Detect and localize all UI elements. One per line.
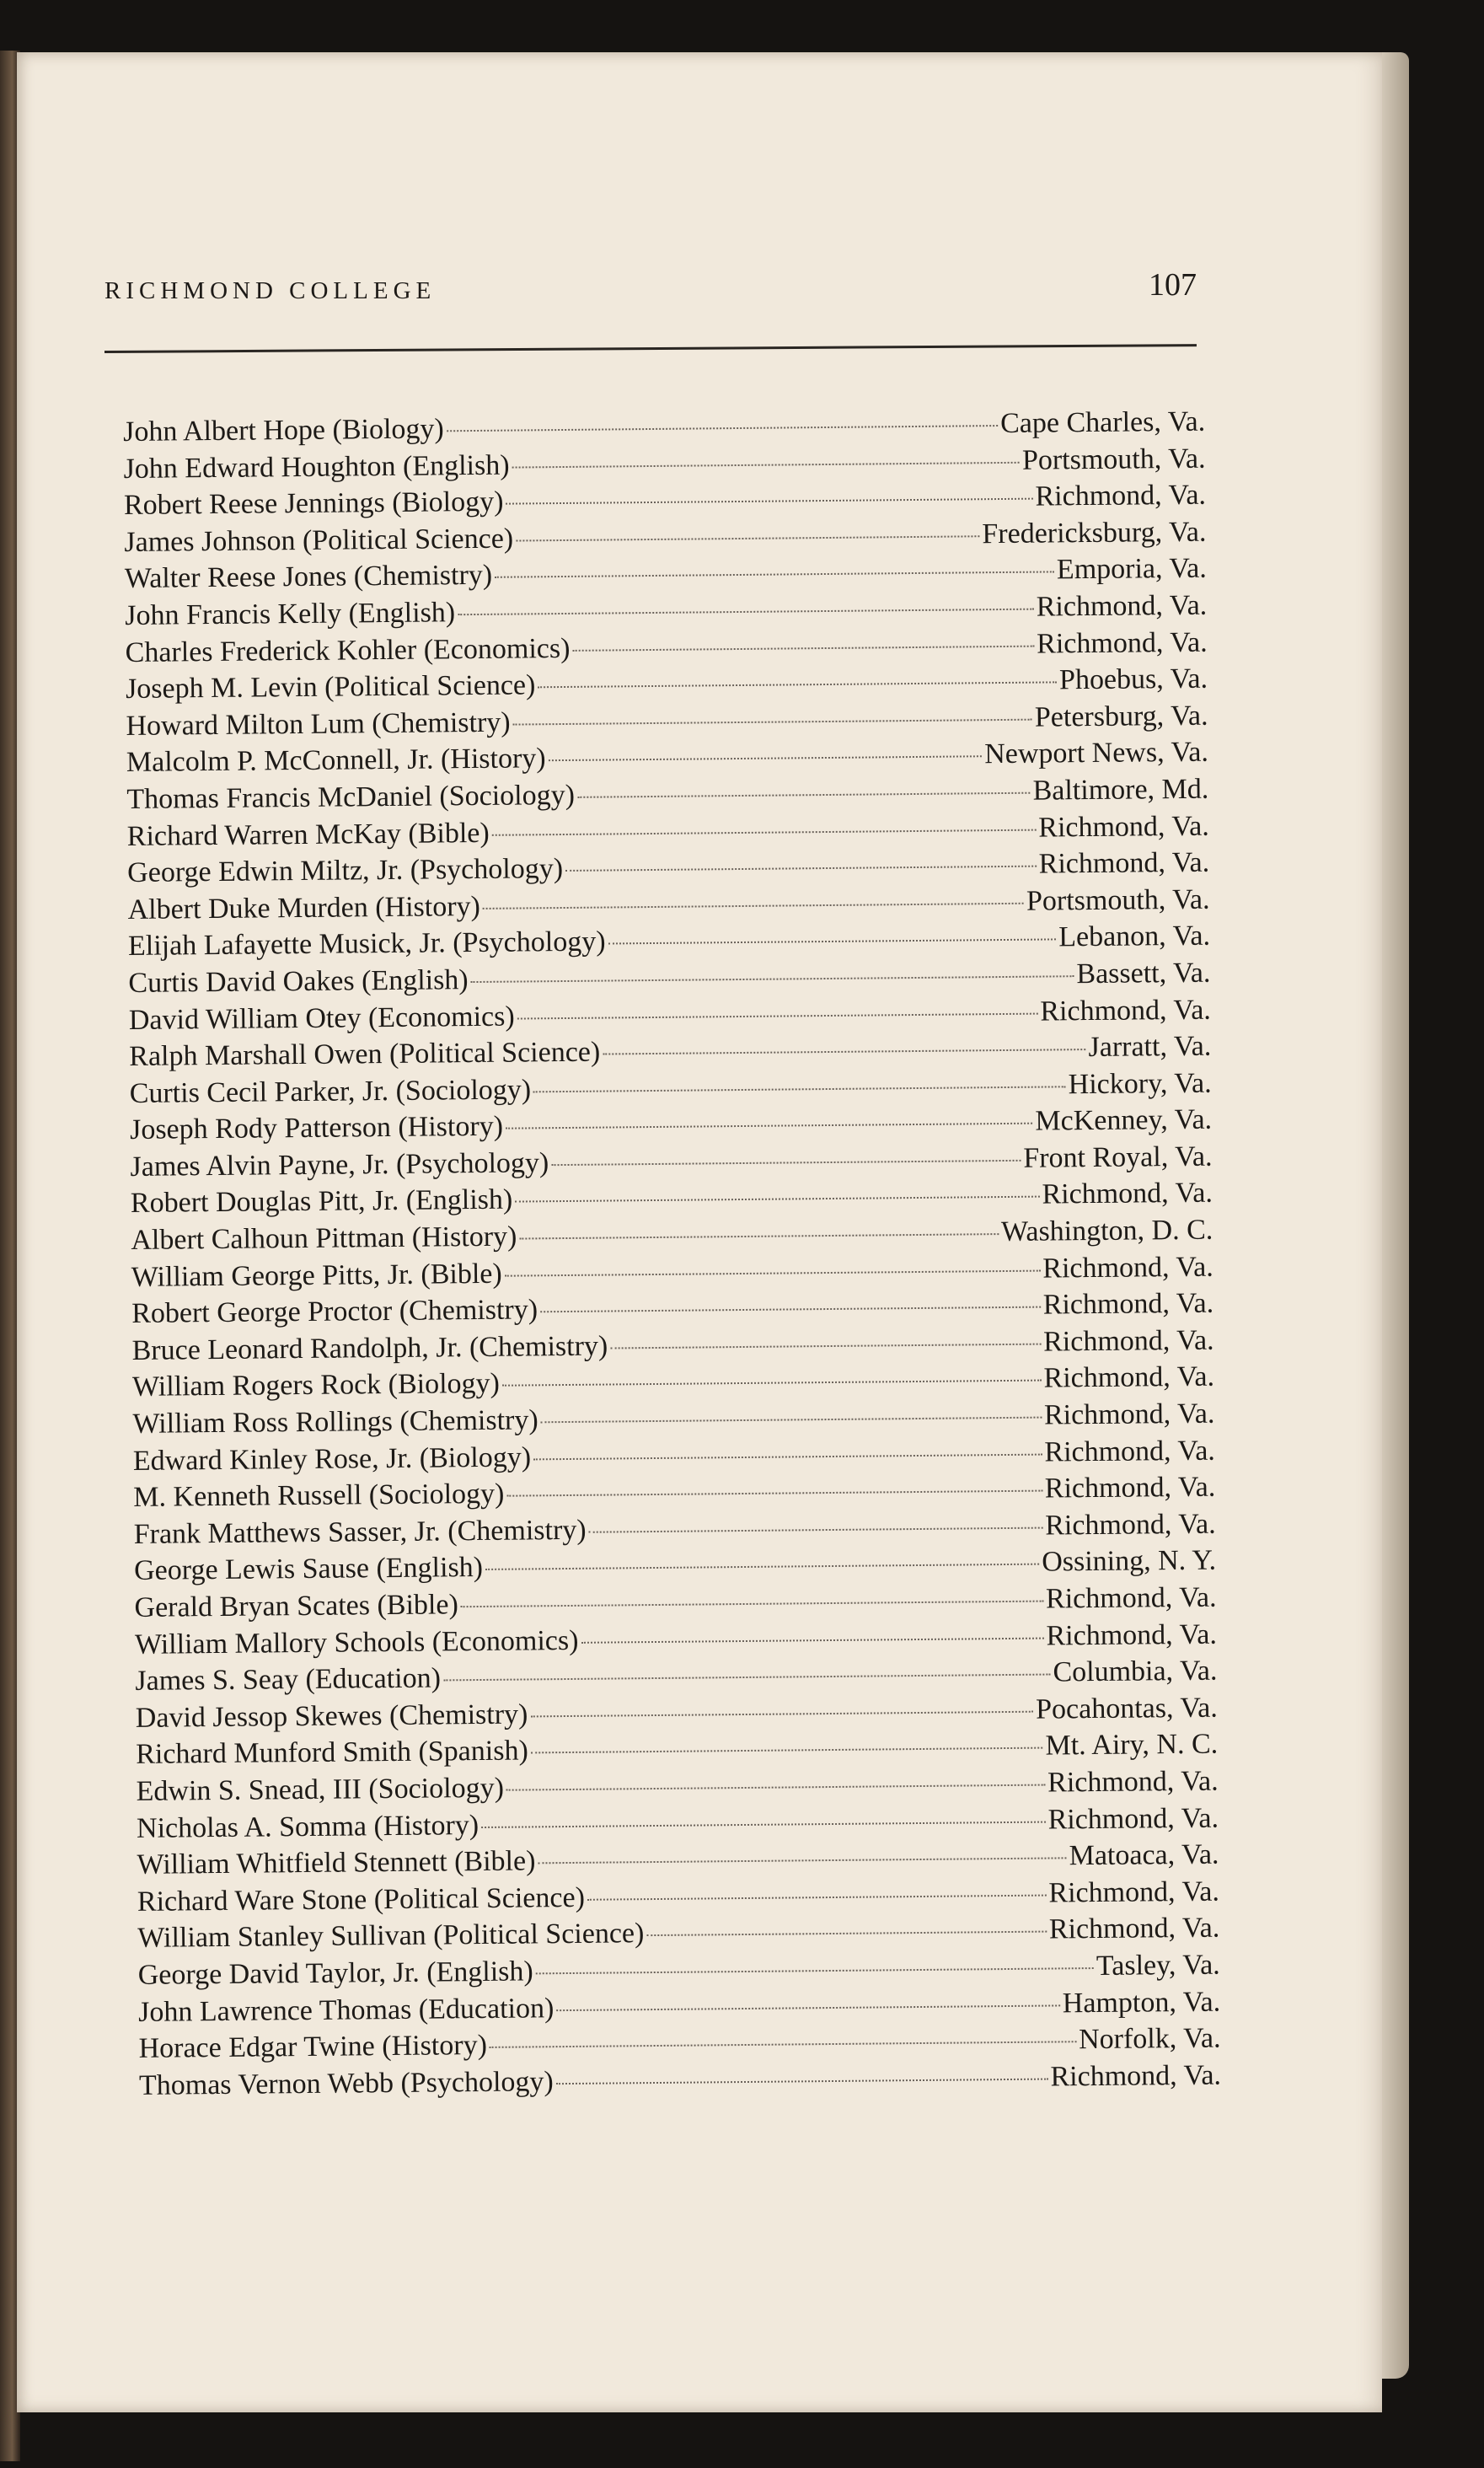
student-name: Edwin S. Snead, III (Sociology): [136, 1772, 505, 1807]
hometown: McKenney, Va.: [1035, 1103, 1213, 1137]
hometown: Phoebus, Va.: [1058, 663, 1208, 696]
student-name: William Whitfield Stennett (Bible): [137, 1845, 536, 1881]
student-name: William Ross Rollings (Chemistry): [132, 1404, 538, 1440]
dot-leader: [512, 461, 1020, 468]
dot-leader: [538, 1857, 1066, 1864]
dot-leader: [581, 1637, 1043, 1643]
student-name: Frank Matthews Sasser, Jr. (Chemistry): [133, 1514, 587, 1550]
dot-leader: [516, 535, 979, 541]
student-name: William Rogers Rock (Biology): [131, 1368, 501, 1403]
dot-leader: [536, 1967, 1094, 1974]
student-name: David William Otey (Economics): [128, 1001, 515, 1036]
hometown: Richmond, Va.: [1045, 1581, 1217, 1615]
dot-leader: [531, 1747, 1043, 1754]
student-name: M. Kenneth Russell (Sociology): [133, 1478, 505, 1514]
dot-leader: [533, 1086, 1066, 1092]
hometown: Richmond, Va.: [1038, 846, 1210, 880]
dot-leader: [556, 2078, 1048, 2084]
student-name: James Johnson (Political Science): [124, 523, 514, 558]
hometown: Richmond, Va.: [1042, 1178, 1213, 1211]
hometown: Richmond, Va.: [1044, 1471, 1216, 1505]
hometown: Petersburg, Va.: [1034, 700, 1208, 733]
hometown: Richmond, Va.: [1044, 1435, 1216, 1468]
hometown: Richmond, Va.: [1040, 994, 1211, 1027]
dot-leader: [572, 645, 1034, 651]
hometown: Jarratt, Va.: [1088, 1030, 1212, 1064]
hometown: Richmond, Va.: [1045, 1508, 1216, 1542]
hometown: Bassett, Va.: [1076, 957, 1211, 990]
student-name: Thomas Vernon Webb (Psychology): [138, 2065, 554, 2101]
page-number: 107: [1149, 267, 1197, 303]
dot-leader: [517, 1012, 1038, 1019]
hometown: Richmond, Va.: [1042, 1287, 1214, 1321]
student-name: Nicholas A. Somma (History): [136, 1809, 479, 1844]
student-name: Bruce Leonard Randolph, Jr. (Chemistry): [131, 1330, 608, 1366]
dot-leader: [551, 1160, 1021, 1166]
hometown: Front Royal, Va.: [1023, 1140, 1213, 1174]
dot-leader: [447, 425, 998, 432]
dot-leader: [490, 2041, 1076, 2048]
student-name: James S. Seay (Education): [135, 1662, 442, 1698]
hometown: Newport News, Va.: [984, 737, 1209, 770]
student-name: Edward Kinley Rose, Jr. (Biology): [132, 1441, 532, 1477]
dot-leader: [513, 718, 1032, 725]
dot-leader: [483, 902, 1024, 909]
dot-leader: [589, 1526, 1043, 1532]
hometown: Richmond, Va.: [1043, 1398, 1215, 1431]
dot-leader: [608, 939, 1057, 945]
student-name: John Albert Hope (Biology): [123, 413, 444, 448]
dot-leader: [471, 975, 1074, 983]
dot-leader: [506, 498, 1032, 505]
dot-leader: [495, 571, 1054, 578]
dot-leader: [506, 1123, 1032, 1129]
student-name: Albert Calhoun Pittman (History): [131, 1221, 517, 1257]
dot-leader: [577, 792, 1031, 798]
dot-leader: [515, 1196, 1039, 1203]
dot-leader: [556, 2004, 1060, 2011]
student-name: John Francis Kelly (English): [125, 597, 456, 631]
hometown: Richmond, Va.: [1042, 1324, 1214, 1358]
student-name: Malcolm P. McConnell, Jr. (History): [126, 743, 546, 779]
student-name: Thomas Francis McDaniel (Sociology): [126, 779, 576, 815]
student-name: John Lawrence Thomas (Education): [137, 1992, 554, 2028]
student-name: William Stanley Sullivan (Political Science): [137, 1918, 645, 1955]
dot-leader: [519, 1233, 999, 1239]
hometown: Cape Charles, Va.: [999, 405, 1206, 440]
student-name: George Lewis Sause (English): [133, 1552, 484, 1587]
dot-leader: [646, 1931, 1046, 1937]
hometown: Matoaca, Va.: [1069, 1838, 1219, 1872]
student-name: Richard Warren McKay (Bible): [126, 817, 490, 852]
hometown: Richmond, Va.: [1050, 2059, 1222, 2093]
dot-leader: [533, 1453, 1042, 1460]
dot-leader: [502, 1380, 1042, 1387]
student-name: Joseph M. Levin (Political Science): [125, 669, 536, 706]
student-name: Charles Frederick Kohler (Economics): [125, 632, 571, 668]
student-name: Walter Reese Jones (Chemistry): [124, 560, 493, 595]
hometown: Portsmouth, Va.: [1021, 443, 1206, 476]
hometown: Hampton, Va.: [1062, 1986, 1221, 2019]
dot-leader: [565, 866, 1037, 872]
student-name: Richard Munford Smith (Spanish): [136, 1735, 528, 1771]
hometown: Mt. Airy, N. C.: [1045, 1728, 1219, 1762]
student-name: Albert Duke Murden (History): [127, 890, 481, 926]
hometown: Portsmouth, Va.: [1026, 883, 1210, 917]
dot-leader: [505, 1269, 1041, 1276]
student-name: Richard Ware Stone (Political Science): [137, 1881, 586, 1918]
dot-leader: [530, 1710, 1033, 1717]
student-name: Joseph Rody Patterson (History): [129, 1110, 504, 1146]
hometown: Pocahontas, Va.: [1035, 1692, 1218, 1725]
student-name: Howard Milton Lum (Chemistry): [126, 706, 511, 742]
hometown: Hickory, Va.: [1068, 1067, 1212, 1100]
hometown: Ossining, N. Y.: [1042, 1545, 1217, 1579]
hometown: Richmond, Va.: [1047, 1802, 1219, 1836]
hometown: Norfolk, Va.: [1078, 2022, 1221, 2056]
dot-leader: [538, 682, 1057, 689]
dot-leader: [587, 1894, 1047, 1900]
hometown: Richmond, Va.: [1037, 626, 1208, 660]
dot-leader: [610, 1343, 1041, 1349]
hometown: Washington, D. C.: [1000, 1214, 1213, 1248]
book-page: [17, 52, 1382, 2412]
student-list: [123, 406, 1221, 2107]
hometown: Richmond, Va.: [1038, 810, 1209, 844]
student-name: Gerald Bryan Scates (Bible): [134, 1589, 458, 1623]
student-name: David Jessop Skewes (Chemistry): [135, 1698, 528, 1734]
hometown: Richmond, Va.: [1048, 1875, 1220, 1909]
hometown: Richmond, Va.: [1048, 1912, 1220, 1945]
dot-leader: [549, 756, 983, 762]
header-rule: [104, 344, 1197, 353]
dot-leader: [603, 1049, 1085, 1055]
hometown: Richmond, Va.: [1047, 1765, 1219, 1799]
hometown: Tasley, Va.: [1096, 1949, 1220, 1982]
student-name: George Edwin Miltz, Jr. (Psychology): [127, 853, 564, 889]
dot-leader: [485, 1564, 1039, 1570]
hometown: Richmond, Va.: [1043, 1361, 1215, 1395]
running-header-title: RICHMOND COLLEGE: [104, 277, 437, 304]
student-name: Elijah Lafayette Musick, Jr. (Psychology): [127, 926, 606, 963]
hometown: Richmond, Va.: [1035, 479, 1207, 512]
dot-leader: [443, 1674, 1051, 1682]
hometown: Columbia, Va.: [1053, 1655, 1218, 1688]
hometown: Richmond, Va.: [1042, 1251, 1213, 1285]
student-name: Horace Edgar Twine (History): [138, 2030, 488, 2065]
hometown: Lebanon, Va.: [1058, 920, 1211, 953]
student-name: James Alvin Payne, Jr. (Psychology): [130, 1147, 549, 1183]
dot-leader: [506, 1490, 1042, 1497]
dot-leader: [540, 1306, 1041, 1313]
hometown: Richmond, Va.: [1046, 1618, 1218, 1652]
dot-leader: [458, 609, 1034, 616]
dot-leader: [492, 829, 1037, 835]
dot-leader: [481, 1821, 1045, 1827]
student-name: Curtis David Oakes (English): [128, 964, 469, 999]
student-name: Ralph Marshall Owen (Political Science): [129, 1036, 601, 1073]
running-header: [104, 253, 1197, 312]
student-name: Robert George Proctor (Chemistry): [131, 1294, 538, 1330]
student-name: George David Taylor, Jr. (English): [137, 1956, 533, 1991]
student-name: Robert Reese Jennings (Biology): [123, 486, 504, 522]
student-name: John Edward Houghton (English): [123, 449, 510, 485]
student-name: William Mallory Schools (Economics): [134, 1624, 579, 1661]
dot-leader: [461, 1601, 1043, 1608]
dot-leader: [506, 1784, 1045, 1791]
dot-leader: [541, 1417, 1042, 1424]
hometown: Fredericksburg, Va.: [982, 516, 1207, 550]
student-name: Curtis Cecil Parker, Jr. (Sociology): [129, 1074, 532, 1109]
hometown: Emporia, Va.: [1056, 553, 1207, 586]
student-name: Robert Douglas Pitt, Jr. (English): [130, 1184, 513, 1220]
student-name: William George Pitts, Jr. (Bible): [131, 1258, 502, 1293]
hometown: Baltimore, Md.: [1032, 773, 1209, 807]
hometown: Richmond, Va.: [1036, 589, 1208, 623]
